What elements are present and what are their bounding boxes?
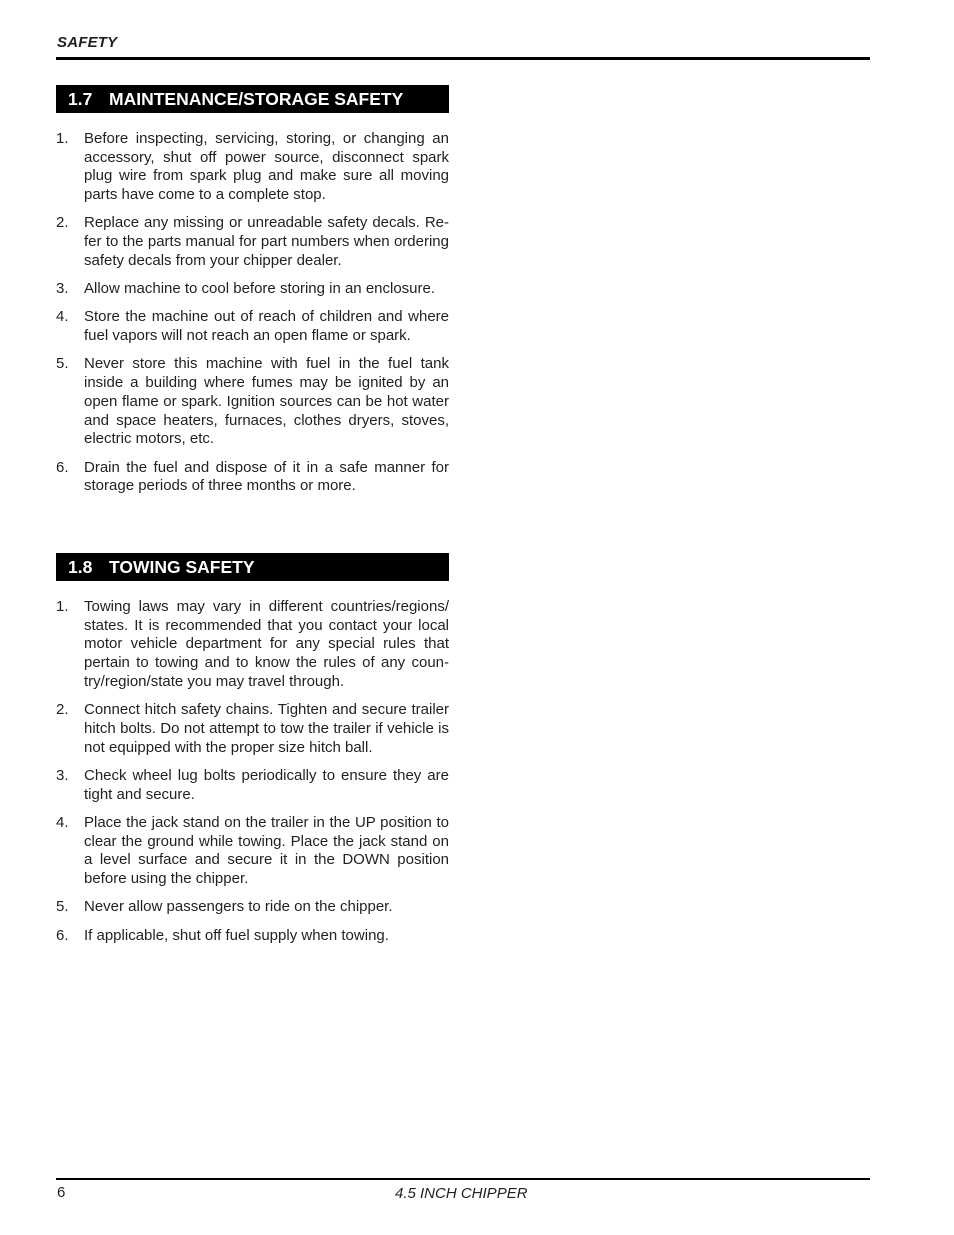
list-item — [56, 308, 449, 345]
header-rule — [56, 57, 870, 60]
section-heading — [56, 553, 449, 581]
item-text: Place the jack stand on the trailer in the UP position to clear the ground while towing. Place the jack stand on a level surface and secure it in the DOWN position before using the chipper. — [84, 813, 449, 887]
section-number: 1.8 — [68, 557, 93, 577]
section-heading — [56, 85, 449, 113]
item-number: 5. — [56, 355, 69, 373]
list-item — [56, 814, 449, 889]
item-number: 4. — [56, 308, 69, 326]
item-number: 1. — [56, 598, 69, 615]
item-number: 3. — [56, 766, 69, 784]
item-text: Check wheel lug bolts periodically to ensure they are tight and secure. — [84, 766, 449, 803]
list-item — [56, 598, 449, 692]
item-text: Connect hitch safety chains. Tighten and secure trailer hitch bolts. Do not attempt to tow the trailer if vehicle is not equipped with the proper size hitch ball. — [84, 701, 449, 756]
list-item — [56, 355, 449, 449]
list-item — [56, 459, 449, 496]
list-item — [56, 898, 449, 917]
list-item — [56, 130, 449, 205]
item-text: Drain the fuel and dispose of it in a safe manner for storage periods of three months or more. — [84, 458, 449, 495]
item-text: Replace any missing or unreadable safety decals. Re-fer to the parts manual for part numbers when ordering safety decals from your chipper dealer. — [84, 214, 449, 269]
maintenance-list — [56, 130, 449, 496]
page-number: 6 — [57, 1184, 66, 1201]
item-number: 6. — [56, 458, 69, 476]
list-item — [56, 214, 449, 270]
item-number: 6. — [56, 926, 69, 944]
item-number: 2. — [56, 701, 69, 719]
item-number: 5. — [56, 898, 69, 916]
item-text: Store the machine out of reach of children and where fuel vapors will not reach an open flame or spark. — [84, 308, 449, 345]
item-text: If applicable, shut off fuel supply when towing. — [84, 926, 389, 944]
section-title: MAINTENANCE/STORAGE SAFETY — [109, 89, 404, 109]
list-item — [56, 767, 449, 804]
item-number: 3. — [56, 280, 69, 298]
running-header: SAFETY — [57, 34, 118, 51]
footer-rule — [56, 1178, 870, 1180]
section-towing-safety — [56, 553, 449, 955]
list-item — [56, 701, 449, 757]
item-text: Never store this machine with fuel in the fuel tank inside a building where fumes may be ignited by an open flame or spark. Ignition sources can be hot water and space heaters, furnaces, clothes dryers, stoves, electric motors, etc. — [84, 355, 449, 448]
item-number: 2. — [56, 214, 69, 232]
section-maintenance-storage-safety — [56, 85, 449, 506]
towing-list — [56, 598, 449, 945]
list-item — [56, 280, 449, 299]
list-item — [56, 927, 449, 946]
item-number: 1. — [56, 130, 69, 147]
section-title: TOWING SAFETY — [109, 557, 255, 577]
item-number: 4. — [56, 813, 69, 831]
document-title: 4.5 INCH CHIPPER — [395, 1185, 528, 1202]
item-text: Towing laws may vary in different countries/regions/ states. It is recommended that you contact your local motor vehicle department for any special rules that pertain to towing and to know the rules of any coun-try/region/state you may travel through. — [84, 598, 449, 690]
item-text: Allow machine to cool before storing in an enclosure. — [84, 280, 436, 298]
section-number: 1.7 — [68, 89, 93, 109]
item-text: Before inspecting, servicing, storing, or changing an accessory, shut off power source, disconnect spark plug wire from spark plug and make sure all moving parts have come to a complete stop. — [84, 130, 449, 204]
item-text: Never allow passengers to ride on the chipper. — [84, 898, 393, 916]
